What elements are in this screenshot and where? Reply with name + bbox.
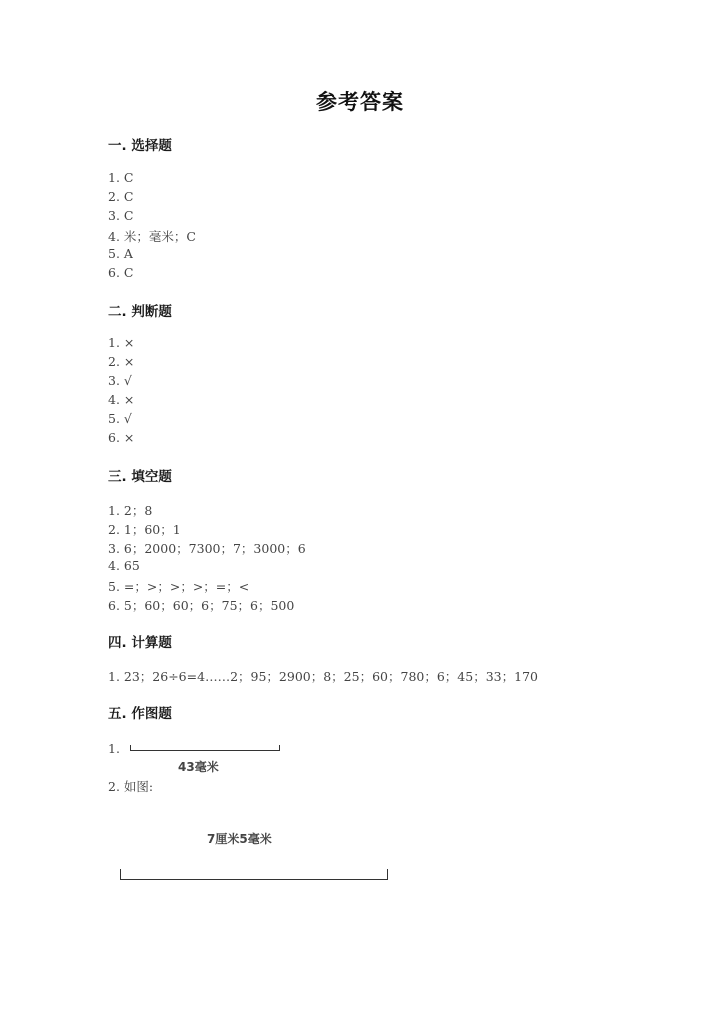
drawing-item-number: 1. — [108, 741, 120, 756]
answer-item: 3. √ — [108, 373, 132, 388]
answer-item: 4. 米；毫米；C — [108, 229, 196, 244]
line-segment-43mm — [130, 745, 280, 751]
section-heading-choice: 一. 选择题 — [108, 138, 172, 154]
answer-item: 6. 5；60；60；6；75；6；500 — [108, 598, 295, 613]
answer-item: 3. C — [108, 208, 134, 223]
answer-item: 1. 2；8 — [108, 503, 153, 518]
line-segment-7cm5mm — [120, 869, 388, 880]
answer-item: 2. × — [108, 354, 135, 369]
answer-item: 1. C — [108, 170, 134, 185]
answer-item: 4. × — [108, 392, 135, 407]
answer-item: 4. 65 — [108, 558, 140, 573]
answer-item: 6. C — [108, 265, 134, 280]
answer-item: 1. 23；26÷6=4……2；95；2900；8；25；60；780；6；45；33；170 — [108, 669, 538, 684]
answer-item: 5. √ — [108, 411, 132, 426]
line-segment-label: 7厘米5毫米 — [207, 832, 272, 846]
page-title: 参考答案 — [316, 90, 404, 114]
drawing-item-text: 2. 如图: — [108, 779, 154, 794]
answer-item: 5. =；>；>；>；=；< — [108, 579, 250, 594]
line-segment-label: 43毫米 — [178, 760, 219, 774]
section-heading-calculation: 四. 计算题 — [108, 635, 172, 651]
section-heading-fill-blank: 三. 填空题 — [108, 469, 172, 485]
answer-item: 3. 6；2000；7300；7；3000；6 — [108, 541, 306, 556]
section-heading-judgment: 二. 判断题 — [108, 304, 172, 320]
answer-item: 1. × — [108, 335, 135, 350]
answer-item: 2. C — [108, 189, 134, 204]
answer-item: 2. 1；60；1 — [108, 522, 181, 537]
answer-item: 6. × — [108, 430, 135, 445]
answer-item: 5. A — [108, 246, 133, 261]
section-heading-drawing: 五. 作图题 — [108, 706, 172, 722]
